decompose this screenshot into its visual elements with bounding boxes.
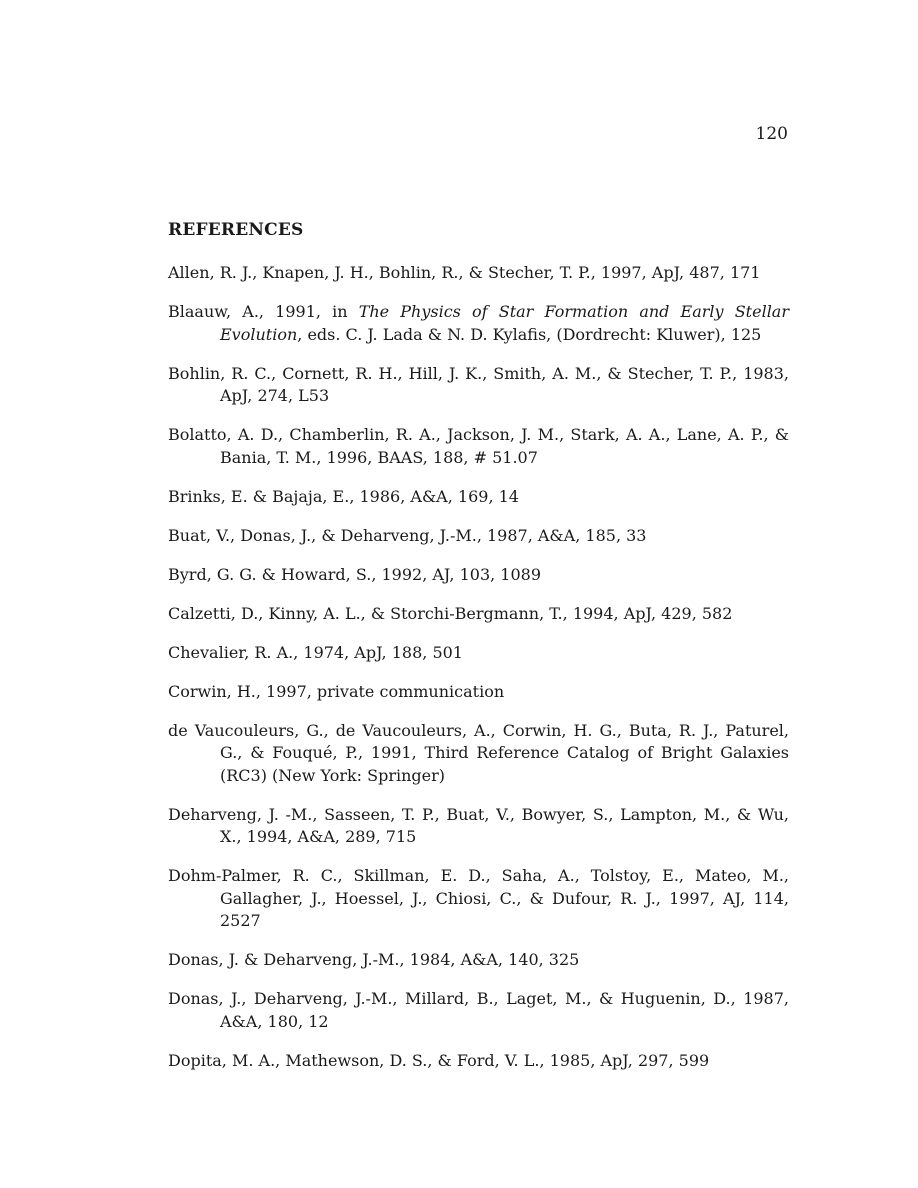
section-heading: REFERENCES <box>168 220 304 240</box>
reference-item <box>168 603 789 626</box>
reference-item <box>168 865 789 933</box>
reference-text: de Vaucouleurs, G., de Vaucouleurs, A., Corwin, H. G., Buta, R. J., Paturel, G., & Fouqué, P., 1991, Third Reference Catalog of Bright Galaxies (RC3) (New York: Springer) <box>168 720 789 785</box>
reference-text: Chevalier, R. A., 1974, ApJ, 188, 501 <box>168 642 463 662</box>
reference-text: Buat, V., Donas, J., & Deharveng, J.-M., 1987, A&A, 185, 33 <box>168 525 647 545</box>
reference-item <box>168 525 789 548</box>
reference-book-title: The Physics of Star Formation and Early Stellar Evolution <box>220 302 789 344</box>
reference-item <box>168 681 789 704</box>
reference-text: Corwin, H., 1997, private communication <box>168 681 505 701</box>
page-number: 120 <box>755 124 788 144</box>
reference-item <box>168 262 789 285</box>
reference-text-before: Blaauw, A., 1991, in <box>168 302 359 321</box>
reference-text: Dopita, M. A., Mathewson, D. S., & Ford, V. L., 1985, ApJ, 297, 599 <box>168 1050 710 1070</box>
reference-text: Byrd, G. G. & Howard, S., 1992, AJ, 103, 1089 <box>168 564 542 584</box>
reference-item <box>168 949 789 972</box>
reference-item <box>168 988 789 1033</box>
reference-text: Donas, J., Deharveng, J.-M., Millard, B., Laget, M., & Huguenin, D., 1987, A&A, 180, 12 <box>168 989 789 1031</box>
reference-text-after: , eds. C. J. Lada & N. D. Kylafis, (Dordrecht: Kluwer), 125 <box>297 324 762 344</box>
reference-item <box>168 720 789 788</box>
reference-list <box>168 262 789 1089</box>
reference-item <box>168 363 789 408</box>
reference-text: Bohlin, R. C., Cornett, R. H., Hill, J. K., Smith, A. M., & Stecher, T. P., 1983, ApJ, 274, L53 <box>168 363 789 405</box>
reference-text: Deharveng, J. -M., Sasseen, T. P., Buat, V., Bowyer, S., Lampton, M., & Wu, X., 1994, A&A, 289, 715 <box>168 804 789 846</box>
reference-text: Bolatto, A. D., Chamberlin, R. A., Jackson, J. M., Stark, A. A., Lane, A. P., & Bania, T. M., 1996, BAAS, 188, # 51.07 <box>168 425 789 467</box>
reference-item <box>168 301 789 346</box>
reference-item <box>168 424 789 469</box>
reference-item <box>168 564 789 587</box>
reference-text: Dohm-Palmer, R. C., Skillman, E. D., Saha, A., Tolstoy, E., Mateo, M., Gallagher, J., Hoessel, J., Chiosi, C., & Dufour, R. J., 1997, AJ, 114, 2527 <box>168 866 789 930</box>
reference-text: Brinks, E. & Bajaja, E., 1986, A&A, 169, 14 <box>168 486 519 506</box>
reference-item <box>168 486 789 509</box>
reference-text: Calzetti, D., Kinny, A. L., & Storchi-Bergmann, T., 1994, ApJ, 429, 582 <box>168 603 733 623</box>
reference-item <box>168 1050 789 1073</box>
reference-text: Allen, R. J., Knapen, J. H., Bohlin, R., & Stecher, T. P., 1997, ApJ, 487, 171 <box>168 263 761 282</box>
reference-item <box>168 804 789 849</box>
reference-item <box>168 642 789 665</box>
reference-text: Donas, J. & Deharveng, J.-M., 1984, A&A, 140, 325 <box>168 950 580 969</box>
